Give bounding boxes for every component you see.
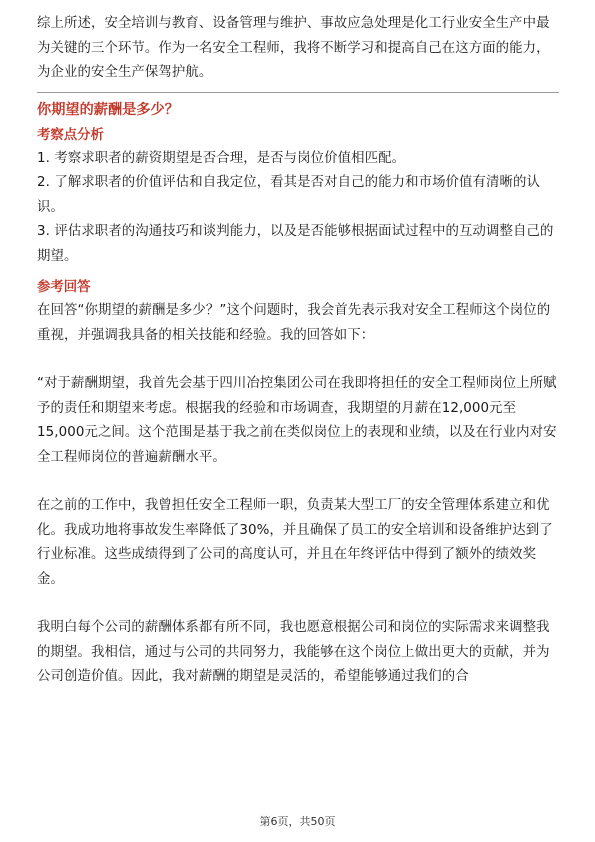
intro-paragraph: 综上所述，安全培训与教育、设备管理与维护、事故应急处理是化工行业安全生产中最为关键的三个环节。作为一名安全工程师，我将不断学习和提高自己在这方面的能力，为企业的安全生产保驾护航。 <box>37 16 550 80</box>
document-page <box>37 12 559 690</box>
analysis-item-2: 2. 了解求职者的价值评估和自我定位，看其是否对自己的能力和市场价值有清晰的认识。 <box>37 175 540 215</box>
question-title: 你期望的薪酬是多少？ <box>37 101 179 118</box>
answer-paragraph-2: “对于薪酬期望，我首先会基于四川冶控集团公司在我即将担任的安全工程师岗位上所赋予的责任和期望来考虑。根据我的经验和市场调查，我期望的月薪在12,000元至15,000元之间。这个范围是基于我之前在类似岗位上的表现和业绩，以及在行业内对安全工程师岗位的普遍薪酬水平。 <box>37 376 557 465</box>
answer-paragraph-4: 我明白每个公司的薪酬体系都有所不同，我也愿意根据公司和岗位的实际需求来调整我的期望。我相信，通过与公司的共同努力，我能够在这个岗位上做出更大的贡献，并为公司创造价值。因此，我对薪酬的期望是灵活的，希望能够通过我们的合 <box>37 620 550 684</box>
analysis-item-3: 3. 评估求职者的沟通技巧和谈判能力，以及是否能够根据面试过程中的互动调整自己的期望。 <box>37 224 554 264</box>
answer-heading: 参考回答 <box>37 280 91 295</box>
analysis-item-1: 1. 考察求职者的薪资期望是否合理，是否与岗位价值相匹配。 <box>37 150 406 166</box>
paragraph-gap <box>37 348 559 372</box>
page-footer: 第6页，共50页 <box>259 815 336 828</box>
divider-line <box>37 92 559 93</box>
paragraph-gap <box>37 592 559 616</box>
paragraph-gap <box>37 470 559 494</box>
analysis-heading: 考察点分析 <box>37 127 104 143</box>
answer-paragraph-3: 在之前的工作中，我曾担任安全工程师一职，负责某大型工厂的安全管理体系建立和优化。我成功地将事故发生率降低了30%，并且确保了员工的安全培训和设备维护达到了行业标准。这些成绩得到了公司的高度认可，并且在年终评估中得到了额外的绩效奖金。 <box>37 498 553 587</box>
answer-paragraph-1: 在回答“你期望的薪酬是多少？”这个问题时，我会首先表示我对安全工程师这个岗位的重视，并强调我具备的相关技能和经验。我的回答如下： <box>37 303 551 343</box>
